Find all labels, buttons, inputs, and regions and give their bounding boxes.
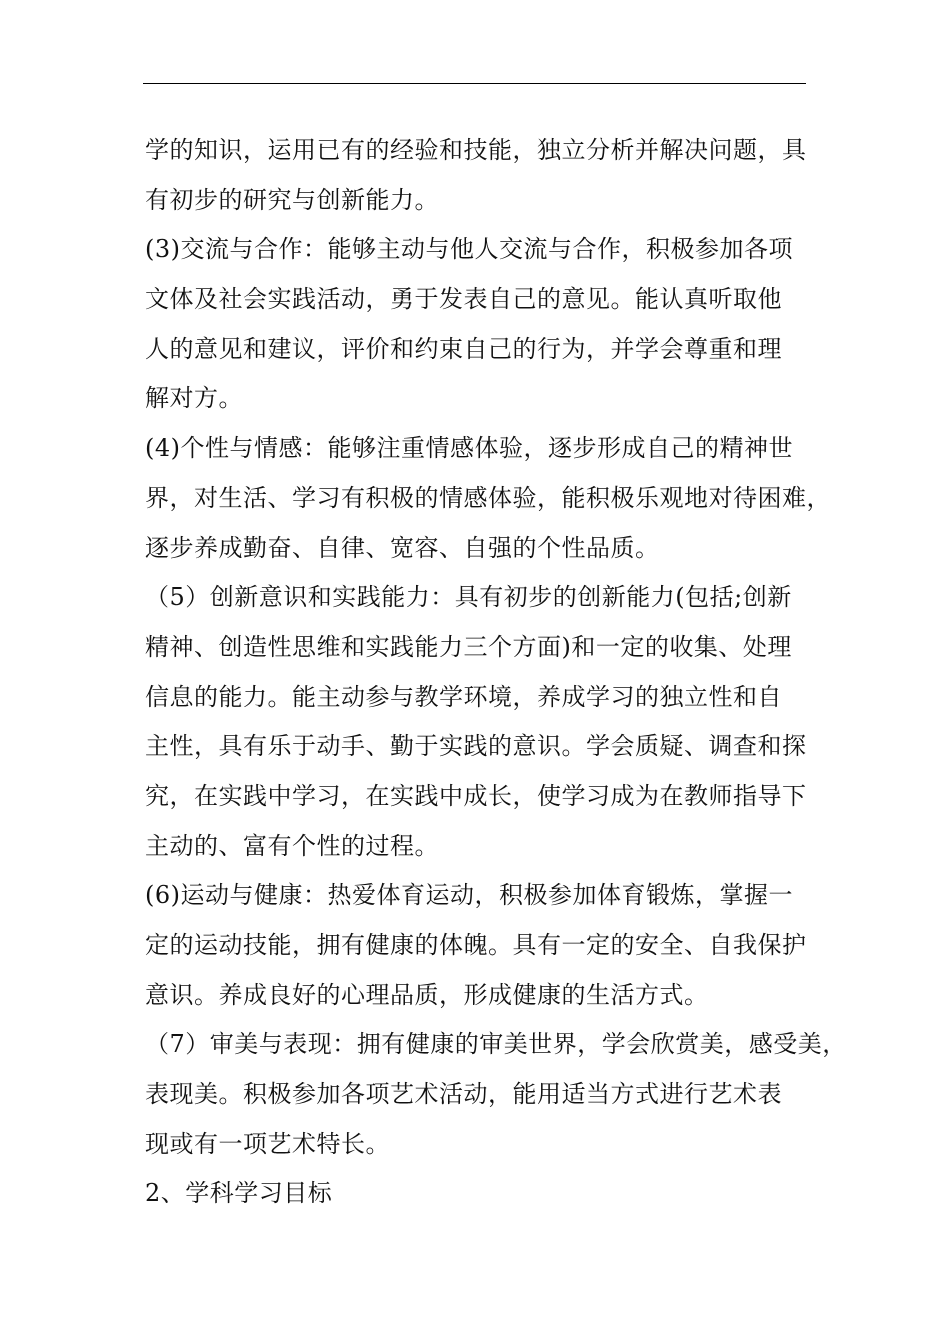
text-line: 意识。养成良好的心理品质，形成健康的生活方式。	[145, 980, 709, 1009]
text-line: 究，在实践中学习，在实践中成长，使学习成为在教师指导下	[145, 781, 807, 810]
text-line: (4)个性与情感：能够注重情感体验，逐步形成自己的精神世	[145, 434, 793, 463]
text-line: 逐步养成勤奋、自律、宽容、自强的个性品质。	[145, 533, 660, 562]
text-line: 表现美。积极参加各项艺术活动，能用适当方式进行艺术表	[145, 1080, 782, 1109]
header-rule	[143, 83, 806, 84]
text-line: 主性，具有乐于动手、勤于实践的意识。学会质疑、调查和探	[145, 732, 807, 761]
text-line: 学的知识，运用已有的经验和技能，独立分析并解决问题，具	[145, 136, 807, 164]
text-line: 界，对生活、学习有积极的情感体验，能积极乐观地对待困难，	[145, 483, 831, 512]
text-line: 有初步的研究与创新能力。	[145, 185, 439, 214]
text-line: 定的运动技能，拥有健康的体魄。具有一定的安全、自我保护	[145, 931, 807, 959]
text-line: 主动的、富有个性的过程。	[145, 831, 439, 860]
text-line: 文体及社会实践活动，勇于发表自己的意见。能认真听取他	[145, 285, 782, 314]
text-line: 信息的能力。能主动参与教学环境，养成学习的独立性和自	[145, 682, 782, 711]
text-line: (3)交流与合作：能够主动与他人交流与合作，积极参加各项	[145, 235, 793, 264]
document-body	[145, 126, 847, 1219]
text-line: (6)运动与健康：热爱体育运动，积极参加体育锻炼，掌握一	[145, 881, 793, 910]
text-line: 现或有一项艺术特长。	[145, 1129, 390, 1158]
text-line: 2、学科学习目标	[145, 1179, 333, 1208]
text-line: 解对方。	[145, 384, 243, 413]
text-line: 精神、创造性思维和实践能力三个方面)和一定的收集、处理	[145, 632, 792, 661]
text-line: （5）创新意识和实践能力：具有初步的创新能力(包括;创新	[145, 583, 792, 612]
text-line: 人的意见和建议，评价和约束自己的行为，并学会尊重和理	[145, 334, 782, 363]
text-line: （7）审美与表现：拥有健康的审美世界，学会欣赏美，感受美，	[145, 1030, 847, 1059]
